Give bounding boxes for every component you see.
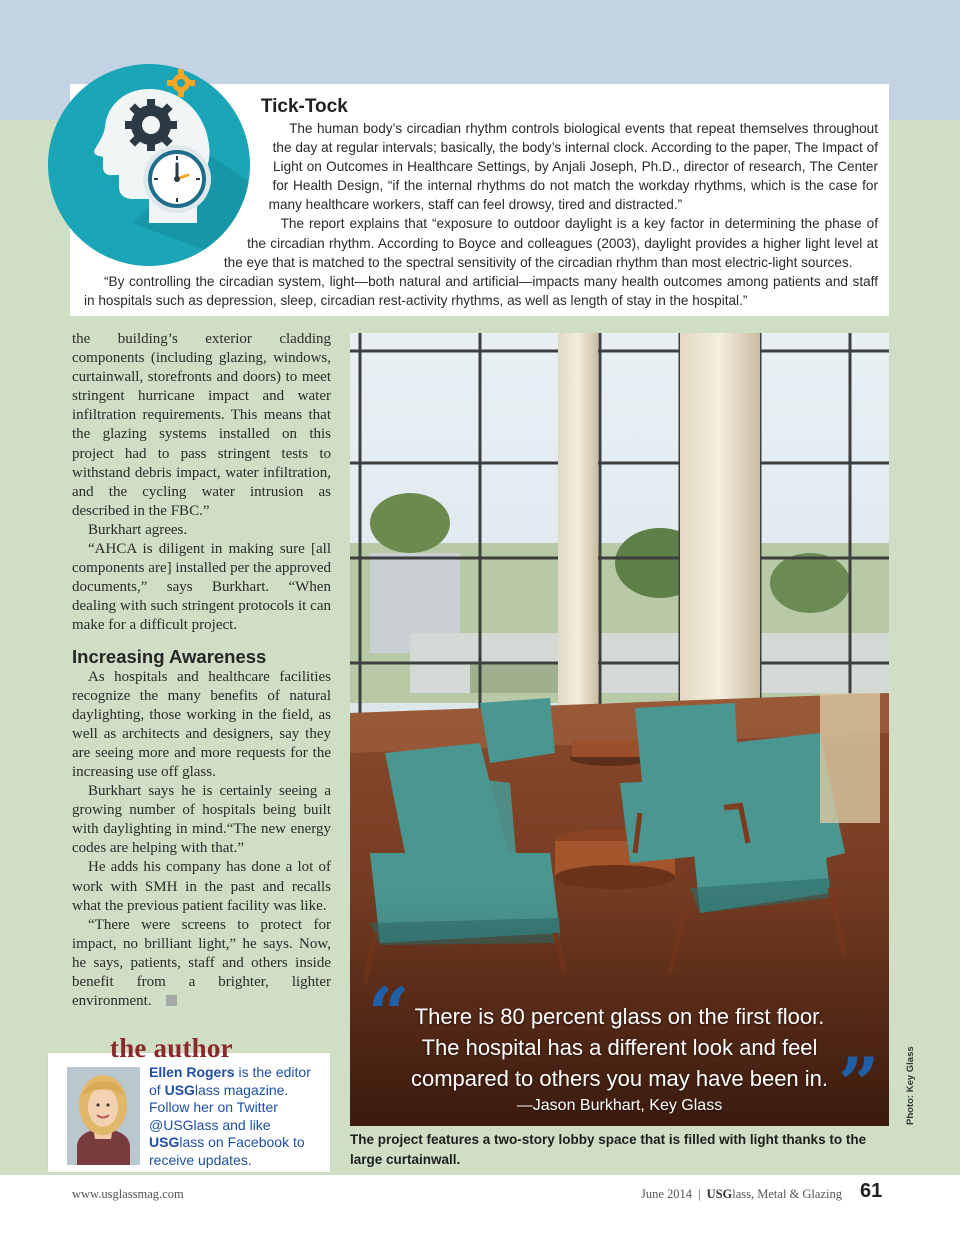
article-paragraph: As hospitals and healthcare facilities recognize the many benefits of natural daylighting, those working in the field, as well as architects and designers, say they are seeing more and more requests for the increasing use off glass.	[72, 668, 331, 780]
quote-close-icon: ”	[838, 1041, 880, 1126]
author-bio	[149, 1064, 329, 1170]
author-heading: the author	[110, 1033, 233, 1063]
photo-caption: The project features a two-story lobby space that is filled with light thanks to the large curtainwall.	[350, 1132, 867, 1167]
author-bio-line: receive updates.	[149, 1151, 252, 1168]
pull-quote	[350, 971, 889, 1126]
author-bio-fragment: magazine.	[219, 1081, 289, 1098]
author-name: Ellen Rogers	[149, 1064, 235, 1080]
article-paragraph-text: “There were screens to protect for impact, no brilliant light,” he says. Now, he says, patients, staff and others inside benefit from a brighter, lighter environment.	[72, 916, 331, 1010]
sidebar-title: Tick-Tock	[260, 96, 348, 117]
footer-issue	[641, 1187, 842, 1202]
brand-usg: USG	[149, 1134, 180, 1151]
author-photo	[67, 1067, 140, 1165]
author-bio-line	[149, 1082, 329, 1100]
article-paragraph: Burkhart agrees.	[88, 521, 188, 538]
author-bio-fragment: of	[149, 1081, 165, 1098]
photo-credit: Photo: Key Glass	[905, 1046, 916, 1125]
pull-quote-attribution: —Jason Burkhart, Key Glass	[516, 1097, 723, 1114]
brand-usg: USG	[164, 1081, 195, 1098]
article-paragraph: “AHCA is diligent in making sure [all components are] installed per the approved documents,” says Burkhart. “When dealing with such stringent protocols it can make for a difficult project.	[72, 541, 331, 634]
footer-url[interactable]: www.usglassmag.com	[72, 1187, 184, 1201]
pull-quote-line: There is 80 percent glass on the first floor.	[414, 1004, 825, 1029]
head-gears-clock-icon	[47, 63, 251, 267]
author-bio-fragment: is the editor	[234, 1064, 311, 1080]
end-of-article-square-icon	[166, 995, 177, 1006]
article-paragraph: the building’s exterior cladding components (including glazing, windows, curtainwall, storefronts and doors) to meet stringent hurricane impact and water infiltration requirements. This means that the glazing systems installed on this project had to pass stringent tests to withstand debris impact, water infiltration, and the cycling water intrusion as described in the FBC.”	[72, 331, 331, 519]
twitter-line: Follow her on Twitter	[149, 1099, 278, 1116]
pull-quote-line: The hospital has a different look and feel	[421, 1035, 818, 1060]
sidebar-paragraph: The human body’s circadian rhythm controls biological events that repeat themselves throughout the day at regular intervals; basically, the body’s internal clock. According to the paper, The Impact of Light on Outcomes in Healthcare Settings, by Anjali Joseph, Ph.D., director of research, The Center for Health Design, “if the internal rhythms do not match the workday rhythms, which is the case for many healthcare workers, staff can feel drowsy, tired and distracted.”	[268, 121, 878, 213]
footer-divider: |	[698, 1187, 701, 1201]
author-bio-line	[149, 1134, 329, 1152]
article-subhead: Increasing Awareness	[72, 645, 267, 667]
footer-brand-rest: lass, Metal & Glazing	[732, 1187, 842, 1201]
author-box	[47, 1052, 331, 1173]
article-column	[72, 330, 331, 1011]
facebook-line[interactable]: lass on Facebook to	[179, 1134, 305, 1151]
quote-open-icon: “	[368, 971, 410, 1056]
article-paragraph: Burkhart says he is certainly seeing a growing number of hospitals being built with daylighting in mind.“The new energy codes are helping with that.”	[72, 783, 331, 857]
article-paragraph-last	[72, 916, 331, 1011]
footer-date: June 2014	[641, 1187, 693, 1201]
pull-quote-line: compared to others you may have been in.	[410, 1066, 829, 1091]
author-bio-line	[149, 1064, 329, 1082]
page-number: 61	[860, 1180, 883, 1202]
sidebar-paragraph: “By controlling the circadian system, light—both natural and artificial—impacts many health outcomes among patients and staff in hospitals such as depression, sleep, circadian rest-activity rhythms, as well as length of stay in the hospital.”	[84, 273, 878, 308]
footer-brand: USG	[706, 1187, 733, 1201]
article-paragraph: He adds his company has done a lot of work with SMH in the past and recalls what the previous patient facility was like.	[72, 859, 331, 914]
author-bio-fragment: lass	[194, 1081, 220, 1098]
twitter-handle-line[interactable]: @USGlass and like	[149, 1116, 271, 1133]
sidebar-paragraph: The report explains that “exposure to outdoor daylight is a key factor in determining the phase of the circadian rhythm. According to Boyce and colleagues (2003), daylight provides a higher light level at the eye that is matched to the spectral sensitivity of the circadian rhythm than most electric-light sources.	[223, 216, 878, 270]
